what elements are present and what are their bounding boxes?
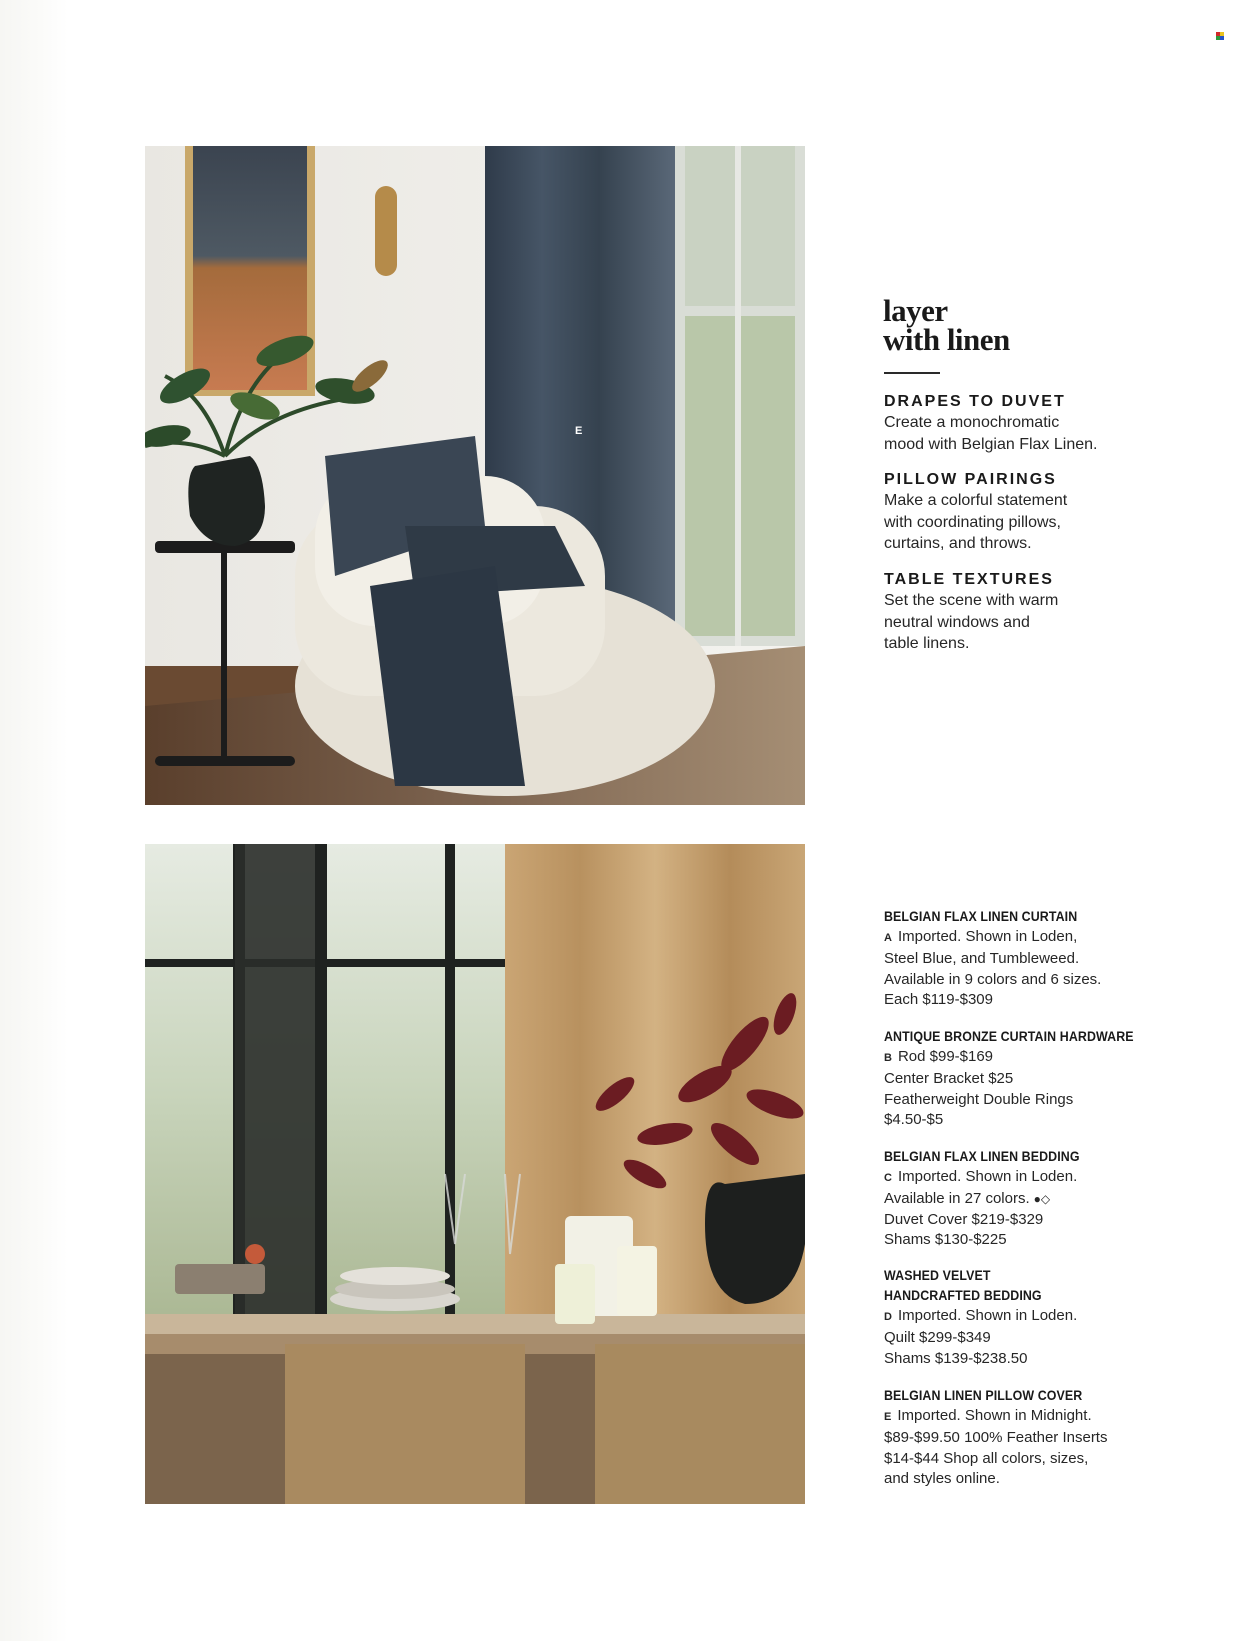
feature-text-line: curtains, and throws. [884, 535, 1032, 552]
feature-text-line: Make a colorful statement [884, 492, 1068, 509]
product-antique-bronze-curtain-hardware [884, 1027, 1204, 1131]
feature-text-line: Set the scene with warm [884, 592, 1059, 609]
product-price-line: Duvet Cover $219-$329 [884, 1210, 1044, 1228]
feature-drapes-to-duvet [884, 391, 1204, 455]
page-heading [883, 293, 1183, 357]
product-price-line: Quilt $299-$349 [884, 1328, 991, 1346]
product-title: WASHED VELVET [884, 1268, 991, 1283]
product-detail-line: Available in 9 colors and 6 sizes. [884, 970, 1102, 988]
product-price-line: $4.50-$5 [884, 1111, 944, 1129]
feature-text-line: table linens. [884, 635, 970, 652]
feature-text-line: Create a monochromatic [884, 414, 1060, 431]
photo-callout-letter: E [575, 425, 583, 437]
product-detail-line: Available in 27 colors. ●◇ [884, 1189, 1204, 1210]
eco-certification-icon: ●◇ [1033, 1191, 1051, 1206]
dining-room-photo [145, 844, 805, 1504]
dining-room-illustration [145, 844, 805, 1504]
product-price-line: Shams $130-$225 [884, 1231, 1007, 1249]
feature-text-line: with coordinating pillows, [884, 513, 1061, 531]
product-detail-line: Steel Blue, and Tumbleweed. [884, 949, 1080, 967]
product-letter: D [884, 1311, 892, 1323]
heading-line-1: layer [883, 293, 948, 328]
feature-pillow-pairings [884, 469, 1204, 555]
product-price-line: Shams $139-$238.50 [884, 1349, 1028, 1367]
product-title-line-2: HANDCRAFTED BEDDING [884, 1288, 1042, 1303]
product-title: ANTIQUE BRONZE CURTAIN HARDWARE [884, 1029, 1134, 1044]
living-room-illustration [145, 146, 805, 805]
heading-divider [884, 372, 940, 374]
feature-title: DRAPES TO DUVET [884, 393, 1066, 410]
product-belgian-flax-linen-bedding [884, 1147, 1204, 1251]
product-belgian-flax-linen-curtain [884, 907, 1204, 1011]
product-detail-line: D Imported. Shown in Loden. [884, 1307, 1078, 1324]
page-left-edge [0, 0, 68, 1641]
feature-text-line: neutral windows and [884, 613, 1030, 631]
product-detail-line: E Imported. Shown in Midnight. [884, 1407, 1092, 1424]
product-detail-line: A Imported. Shown in Loden, [884, 928, 1078, 945]
product-title: BELGIAN LINEN PILLOW COVER [884, 1388, 1083, 1403]
product-detail-line: B Rod $99-$169 [884, 1048, 994, 1065]
product-detail-line: C Imported. Shown in Loden. [884, 1168, 1078, 1185]
product-price-line: $89-$99.50 100% Feather Inserts [884, 1428, 1108, 1446]
feature-text-line: mood with Belgian Flax Linen. [884, 435, 1098, 453]
product-title: BELGIAN FLAX LINEN CURTAIN [884, 909, 1078, 924]
product-letter: B [884, 1052, 892, 1064]
living-room-photo [145, 146, 805, 805]
product-title: BELGIAN FLAX LINEN BEDDING [884, 1149, 1080, 1164]
product-price-line: $14-$44 Shop all colors, sizes, [884, 1449, 1089, 1467]
product-letter: A [884, 932, 892, 944]
product-letter: C [884, 1172, 892, 1184]
product-letter: E [884, 1411, 892, 1423]
product-detail-line: and styles online. [884, 1470, 1000, 1488]
heading-line-2: with linen [883, 322, 1010, 357]
product-detail-line: Featherweight Double Rings [884, 1090, 1074, 1108]
feature-table-textures [884, 569, 1204, 655]
product-price-line: Each $119-$309 [884, 991, 993, 1009]
feature-title: PILLOW PAIRINGS [884, 471, 1057, 488]
feature-title: TABLE TEXTURES [884, 571, 1054, 588]
product-washed-velvet-handcrafted-bedding [884, 1266, 1204, 1369]
product-detail-line: Center Bracket $25 [884, 1069, 1014, 1087]
product-belgian-linen-pillow-cover [884, 1386, 1204, 1490]
color-registration-mark [1216, 32, 1224, 40]
